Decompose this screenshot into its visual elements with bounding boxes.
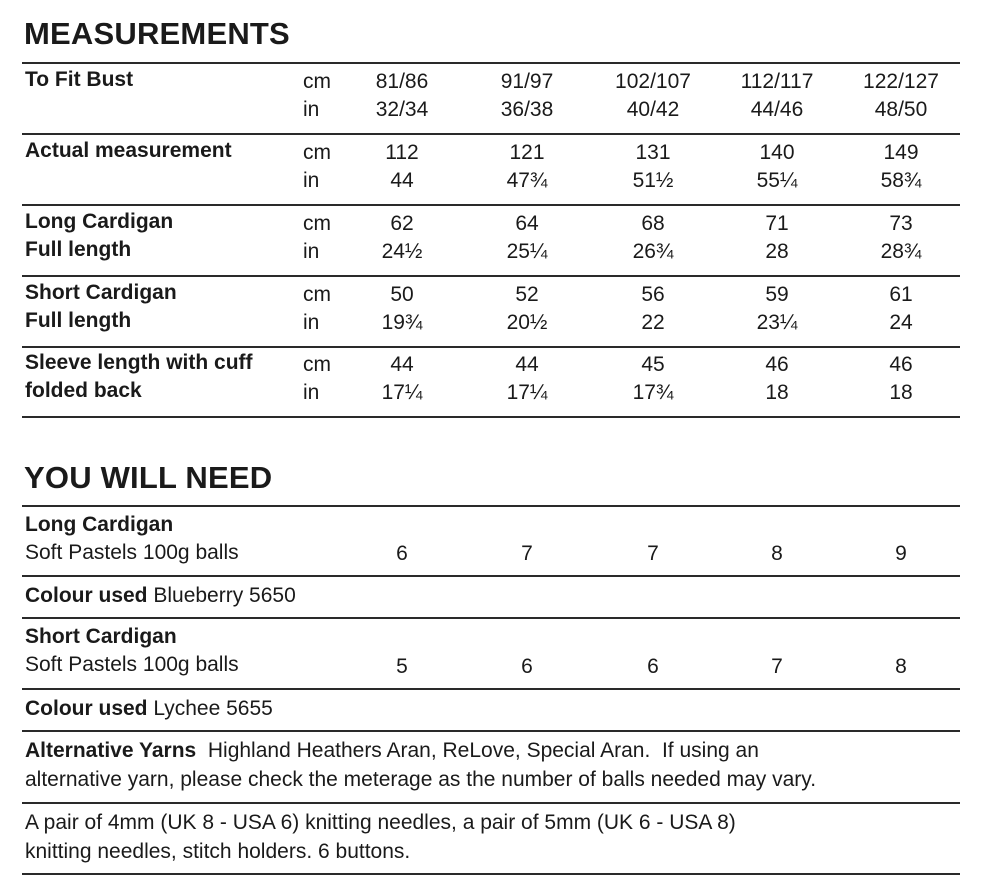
ball-count: 6 <box>396 542 408 565</box>
divider <box>22 617 960 619</box>
size-value-cm: 46 <box>765 353 789 376</box>
row-label-second: folded back <box>25 379 142 402</box>
size-value-cm: 56 <box>641 283 665 306</box>
alternative-yarns-label: Alternative Yarns <box>25 739 197 762</box>
unit-in: in <box>303 98 320 121</box>
size-value-cm: 73 <box>889 212 913 235</box>
size-value-in: 19¾ <box>381 311 423 334</box>
colour-used-label: Colour used <box>25 584 148 607</box>
alternative-yarns-text: Highland Heathers Aran, ReLove, Special Aran. If using an <box>196 739 759 762</box>
size-value-cm: 112 <box>385 141 419 164</box>
divider <box>22 275 960 277</box>
unit-cm: cm <box>303 70 331 93</box>
size-value-in: 28 <box>765 240 789 263</box>
colour-used-label: Colour used <box>25 697 148 720</box>
needles-line2: knitting needles, stitch holders. 6 buttons. <box>25 840 411 863</box>
divider <box>22 62 960 64</box>
long-colour-used <box>25 584 296 608</box>
size-value-cm: 46 <box>889 353 913 376</box>
unit-in: in <box>303 240 320 263</box>
unit-cm: cm <box>303 283 331 306</box>
short-colour-used <box>25 697 273 721</box>
divider <box>22 204 960 206</box>
size-value-cm: 68 <box>641 212 665 235</box>
size-value-cm: 131 <box>635 141 671 164</box>
size-value-in: 17¼ <box>506 381 548 404</box>
size-value-cm: 122/127 <box>863 70 939 93</box>
size-value-cm: 112/117 <box>740 70 814 93</box>
divider <box>22 416 960 418</box>
row-label: To Fit Bust <box>25 68 134 91</box>
size-value-in: 47¾ <box>506 169 548 192</box>
unit-cm: cm <box>303 212 331 235</box>
size-value-cm: 81/86 <box>375 70 429 93</box>
size-value-cm: 149 <box>883 141 919 164</box>
size-value-in: 17¼ <box>381 381 423 404</box>
size-value-cm: 52 <box>515 283 539 306</box>
size-value-in: 44/46 <box>750 98 804 121</box>
size-value-cm: 45 <box>641 353 665 376</box>
unit-cm: cm <box>303 353 331 376</box>
size-value-in: 24 <box>889 311 913 334</box>
divider <box>22 346 960 348</box>
size-value-cm: 91/97 <box>500 70 554 93</box>
alternative-yarns-line1 <box>25 739 759 763</box>
long-cardigan-yarn: Soft Pastels 100g balls <box>25 541 239 564</box>
ball-count: 6 <box>647 655 659 678</box>
row-label: Actual measurement <box>25 139 232 162</box>
size-value-cm: 71 <box>765 212 789 235</box>
size-value-in: 23¼ <box>756 311 798 334</box>
short-cardigan-heading: Short Cardigan <box>25 625 177 648</box>
divider <box>22 575 960 577</box>
size-value-cm: 50 <box>390 283 414 306</box>
size-value-in: 58¾ <box>880 169 922 192</box>
short-cardigan-yarn: Soft Pastels 100g balls <box>25 653 239 676</box>
divider <box>22 133 960 135</box>
size-value-cm: 59 <box>765 283 789 306</box>
divider <box>22 730 960 732</box>
measurements-title: MEASUREMENTS <box>24 16 290 51</box>
ball-count: 9 <box>895 542 907 565</box>
row-label: Long Cardigan <box>25 210 174 233</box>
size-value-cm: 140 <box>759 141 795 164</box>
size-value-in: 24½ <box>381 240 423 263</box>
size-value-in: 36/38 <box>500 98 554 121</box>
colour-used-value: Blueberry 5650 <box>147 584 296 607</box>
size-value-in: 51½ <box>632 169 674 192</box>
row-label: Short Cardigan <box>25 281 177 304</box>
ball-count: 6 <box>521 655 533 678</box>
size-value-in: 22 <box>641 311 665 334</box>
unit-in: in <box>303 381 320 404</box>
size-value-cm: 64 <box>515 212 539 235</box>
size-value-in: 18 <box>889 381 913 404</box>
divider <box>22 873 960 875</box>
colour-used-value: Lychee 5655 <box>147 697 273 720</box>
size-value-cm: 61 <box>889 283 913 306</box>
unit-in: in <box>303 169 320 192</box>
size-value-cm: 121 <box>509 141 545 164</box>
size-value-cm: 44 <box>515 353 539 376</box>
ball-count: 8 <box>895 655 907 678</box>
long-cardigan-heading: Long Cardigan <box>25 513 174 536</box>
size-value-in: 17¾ <box>632 381 674 404</box>
needles-line1: A pair of 4mm (UK 8 - USA 6) knitting needles, a pair of 5mm (UK 6 - USA 8) <box>25 811 736 834</box>
size-value-in: 40/42 <box>626 98 680 121</box>
unit-cm: cm <box>303 141 331 164</box>
alternative-yarns-line2: alternative yarn, please check the meterage as the number of balls needed may vary. <box>25 768 817 791</box>
size-value-cm: 62 <box>390 212 414 235</box>
you-will-need-title: YOU WILL NEED <box>24 460 273 495</box>
size-value-in: 18 <box>765 381 789 404</box>
size-value-in: 32/34 <box>375 98 429 121</box>
ball-count: 7 <box>647 542 659 565</box>
ball-count: 7 <box>771 655 783 678</box>
row-label-second: Full length <box>25 309 132 332</box>
row-label: Sleeve length with cuff <box>25 351 253 374</box>
divider <box>22 802 960 804</box>
ball-count: 7 <box>521 542 533 565</box>
row-label-second: Full length <box>25 238 132 261</box>
divider <box>22 505 960 507</box>
size-value-in: 26¾ <box>632 240 674 263</box>
divider <box>22 688 960 690</box>
unit-in: in <box>303 311 320 334</box>
size-value-cm: 44 <box>390 353 414 376</box>
size-value-in: 55¼ <box>756 169 798 192</box>
size-value-in: 28¾ <box>880 240 922 263</box>
size-value-in: 25¼ <box>506 240 548 263</box>
ball-count: 5 <box>396 655 408 678</box>
ball-count: 8 <box>771 542 783 565</box>
size-value-in: 44 <box>390 169 414 192</box>
size-value-in: 20½ <box>506 311 548 334</box>
size-value-cm: 102/107 <box>615 70 691 93</box>
size-value-in: 48/50 <box>874 98 928 121</box>
